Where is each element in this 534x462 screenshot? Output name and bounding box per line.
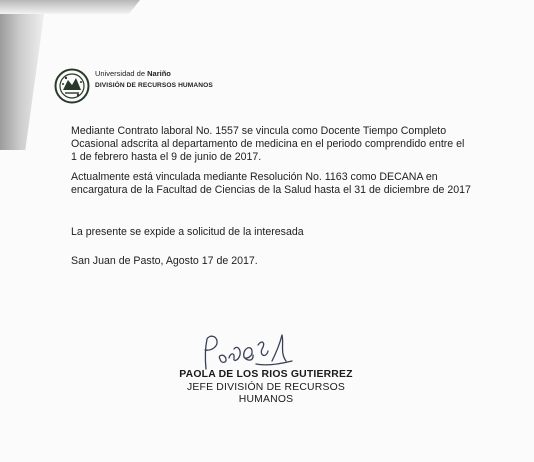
signer-title: JEFE DIVISIÓN DE RECURSOS HUMANOS <box>187 381 345 406</box>
department-name: DIVISIÓN DE RECURSOS HUMANOS <box>95 82 213 89</box>
place-date: San Juan de Pasto, Agosto 17 de 2017. <box>71 255 258 267</box>
university-seal-icon <box>54 68 90 104</box>
scan-shadow <box>0 0 46 150</box>
institution-prefix: Universidad de <box>95 69 146 78</box>
signer-name: PAOLA DE LOS RIOS GUTIERREZ <box>179 369 353 380</box>
signer-block <box>160 369 372 407</box>
institution-name-main: Nariño <box>147 69 171 78</box>
contract-paragraph: Mediante Contrato laboral No. 1557 se vincula como Docente Tiempo Completo Ocasional adscrita al departamento de medicina en el periodo comprendido entre el 1 de febrero hasta el 9 de junio de 2017. <box>71 125 465 163</box>
resolution-paragraph: Actualmente está vinculada mediante Resolución No. 1163 como DECANA en encargatura de la Facultad de Ciencias de la Salud hasta el 31 de diciembre de 2017 <box>71 171 471 196</box>
request-paragraph: La presente se expide a solicitud de la interesada <box>71 226 304 238</box>
letterhead <box>95 68 213 92</box>
scan-shadow-top <box>0 0 140 14</box>
institution-name <box>95 68 213 80</box>
